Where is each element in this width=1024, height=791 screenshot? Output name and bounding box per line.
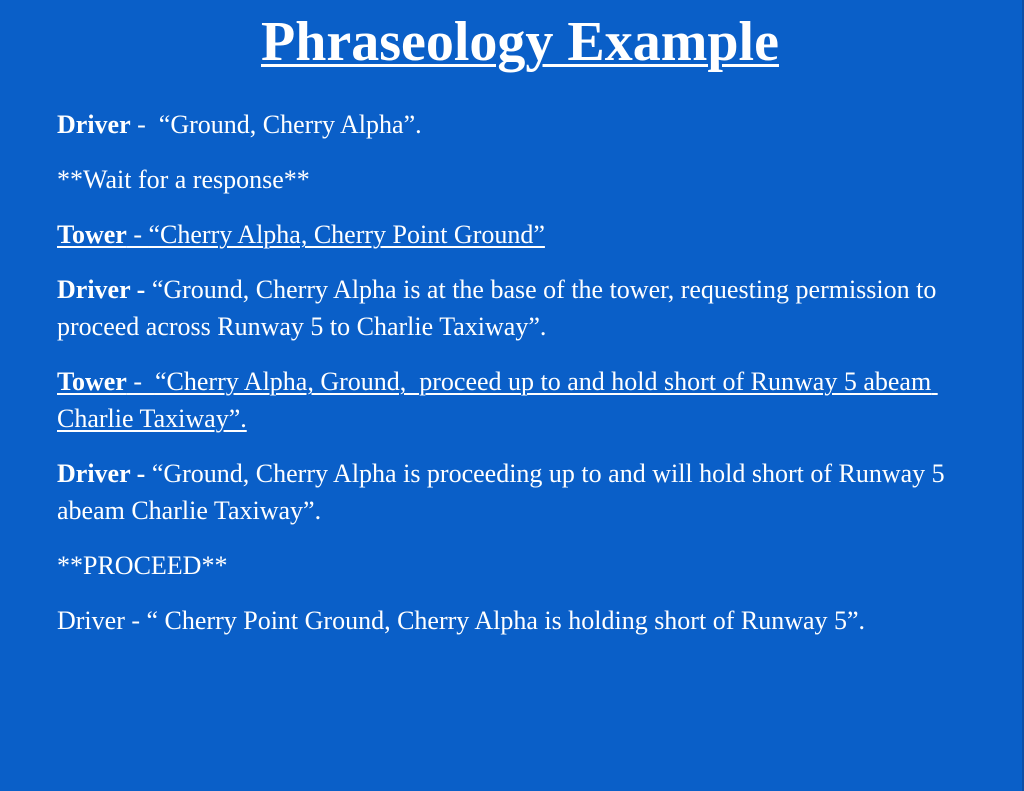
line-tower-reply: [57, 216, 977, 253]
separator: -: [126, 220, 149, 249]
separator: -: [126, 367, 155, 396]
line-text: “Ground, Cherry Alpha is at the base of the tower, requesting permission to proceed across Runway 5 to Charlie Taxiway”.: [57, 275, 937, 341]
line-driver-call: [57, 106, 977, 143]
line-text: “Ground, Cherry Alpha”.: [158, 110, 422, 139]
line-driver-request: [57, 271, 977, 345]
separator: -: [130, 110, 159, 139]
line-text: “Cherry Alpha, Ground, proceed up to and hold short of Runway 5 abeam Charlie Taxiway”.: [57, 367, 938, 433]
speaker-label: Tower: [57, 367, 127, 396]
line-text: **Wait for a response**: [57, 165, 310, 194]
line-wait-note: [57, 161, 977, 198]
line-text: **PROCEED**: [57, 551, 228, 580]
line-driver-readback: [57, 455, 977, 529]
line-text: “Cherry Alpha, Cherry Point Ground”: [148, 220, 545, 249]
speaker-label: Tower: [57, 220, 127, 249]
line-text: Driver - “ Cherry Point Ground, Cherry Alpha is holding short of Runway 5”.: [57, 606, 866, 635]
line-tower-instruction: [57, 363, 977, 437]
slide-title: Phraseology Example: [261, 11, 779, 73]
line-driver-holding: [57, 602, 977, 639]
line-proceed-note: [57, 547, 977, 584]
speaker-label: Driver -: [57, 275, 152, 304]
slide-body: [57, 106, 977, 657]
speaker-label: Driver: [57, 110, 131, 139]
speaker-label: Driver -: [57, 459, 152, 488]
line-text: “Ground, Cherry Alpha is proceeding up to and will hold short of Runway 5 abeam Charlie Taxiway”.: [57, 459, 945, 525]
